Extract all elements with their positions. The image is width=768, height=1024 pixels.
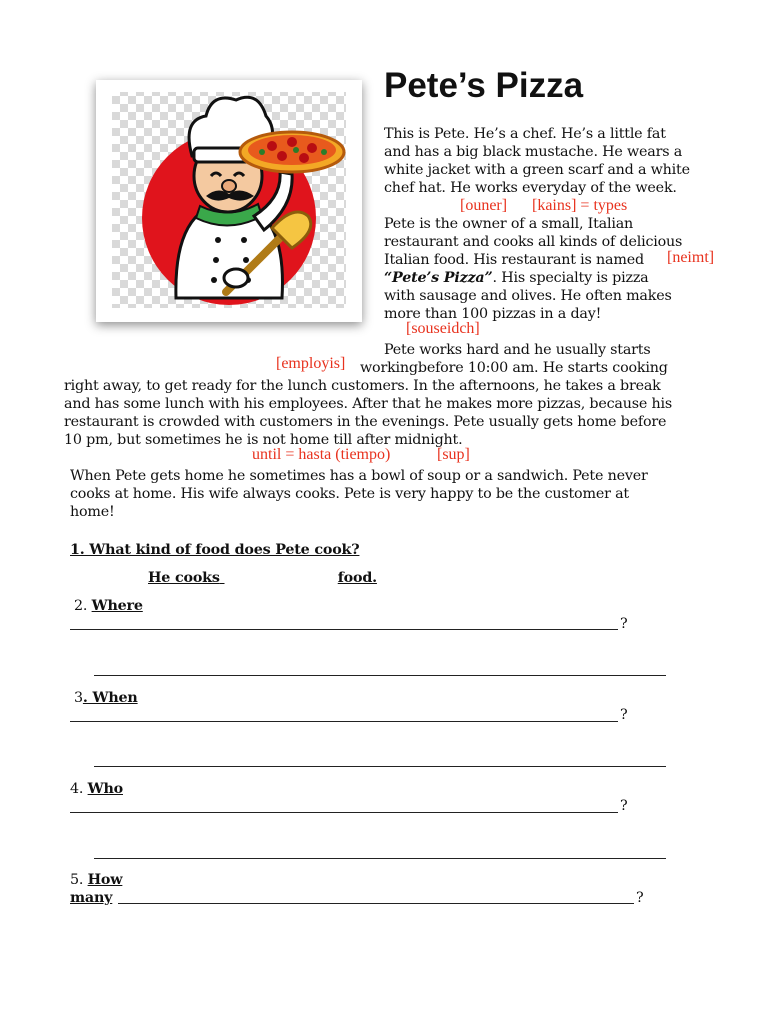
chef-image-frame — [96, 80, 362, 322]
question-5-word2: many — [70, 890, 113, 906]
para3-line5: restaurant is crowded with customers in the evenings. Pete usually gets home before — [64, 414, 667, 430]
question-1: 1. What kind of food does Pete cook? — [70, 542, 360, 558]
para4-line3: home! — [70, 504, 115, 520]
note-until: until = hasta (tiempo) — [252, 446, 391, 463]
question-4-word: Who — [87, 781, 123, 797]
question-3 — [74, 689, 138, 707]
para2-line3: Italian food. His restaurant is named — [384, 252, 644, 268]
word-working: working — [360, 360, 418, 376]
question-2-number: 2. — [74, 598, 92, 614]
answer-3-line-b[interactable] — [94, 766, 666, 767]
para3-line3: right away, to get ready for the lunch customers. In the afternoons, he takes a break — [64, 378, 661, 394]
question-4-number: 4. — [70, 781, 88, 797]
para2-line5: with sausage and olives. He often makes — [384, 288, 672, 304]
para3-line1: Pete works hard and he usually starts — [384, 342, 651, 358]
answer-2-line-b[interactable] — [94, 675, 666, 676]
para2-line4-rest: . His specialty is pizza — [492, 270, 649, 286]
para2-line4 — [384, 269, 648, 287]
para4-line2: cooks at home. His wife always cooks. Pete is very happy to be the customer at — [70, 486, 629, 502]
para3-line2-rest: before 10:00 am. He starts cooking — [417, 360, 668, 376]
answer-1-end: food. — [337, 570, 377, 586]
note-neimt: [neimt] — [667, 249, 715, 266]
question-5 — [70, 871, 122, 889]
question-5-word: How — [87, 872, 123, 888]
answer-1-blank[interactable] — [220, 569, 338, 587]
para2-line6: more than 100 pizzas in a day! — [384, 306, 602, 322]
note-employis: [employis] — [276, 355, 346, 372]
para3-line4: and has some lunch with his employees. After that he makes more pizzas, because his — [64, 396, 673, 412]
question-3-word: . When — [82, 690, 138, 706]
answer-1 — [148, 569, 377, 587]
question-5-mark: ? — [636, 890, 644, 906]
note-ouner: [ouner] — [460, 197, 508, 214]
question-3-number: 3 — [74, 690, 83, 706]
para3-line6: 10 pm, but sometimes he is not home till after midnight. — [64, 432, 463, 448]
para1-line4: chef hat. He works everyday of the week. — [384, 180, 677, 196]
question-3-mark: ? — [620, 707, 628, 723]
restaurant-name: “Pete’s Pizza” — [384, 270, 493, 286]
answer-1-start: He cooks — [148, 570, 220, 586]
question-2-mark: ? — [620, 616, 628, 632]
answer-4-line-b[interactable] — [94, 858, 666, 859]
answer-3-line-a[interactable] — [70, 721, 618, 722]
para1-line3: white jacket with a green scarf and a white — [384, 162, 690, 178]
page-title: Pete’s Pizza — [384, 66, 584, 105]
para1-line1: This is Pete. He’s a chef. He’s a little fat — [384, 126, 666, 142]
question-5-number: 5. — [70, 872, 88, 888]
question-2-word: Where — [91, 598, 143, 614]
para2-line2: restaurant and cooks all kinds of delicious — [384, 234, 683, 250]
para1-line2: and has a big black mustache. He wears a — [384, 144, 683, 160]
answer-4-line-a[interactable] — [70, 812, 618, 813]
para3-line2 — [360, 359, 668, 377]
question-4-mark: ? — [620, 798, 628, 814]
note-kains: [kains] = types — [532, 197, 628, 214]
note-sup: [sup] — [437, 446, 470, 463]
para2-line1: Pete is the owner of a small, Italian — [384, 216, 634, 232]
answer-2-line-a[interactable] — [70, 629, 618, 630]
note-souseidch: [souseidch] — [406, 320, 480, 337]
question-2 — [74, 597, 143, 615]
question-4 — [70, 780, 123, 798]
answer-5-line[interactable] — [118, 903, 634, 904]
para4-line1: When Pete gets home he sometimes has a bowl of soup or a sandwich. Pete never — [70, 468, 648, 484]
chef-illustration — [96, 80, 362, 322]
